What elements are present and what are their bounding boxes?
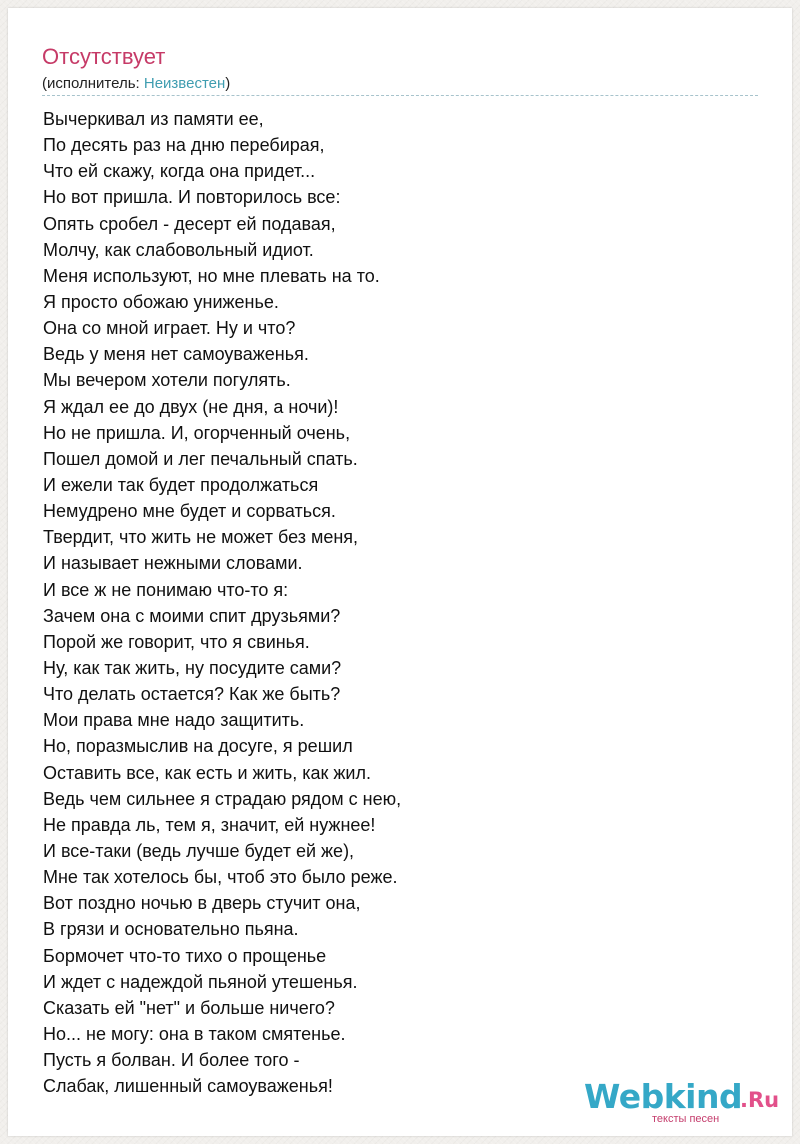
lyric-line: Твердит, что жить не может без меня,	[43, 527, 359, 548]
logo-tagline: тексты песен	[652, 1113, 720, 1125]
lyric-line: По десять раз на дню перебирая,	[43, 135, 325, 156]
lyric-line: Но... не могу: она в таком смятенье.	[43, 1023, 346, 1044]
lyric-line: Я просто обожаю униженье.	[43, 291, 279, 312]
lyric-line: Немудрено мне будет и сорваться.	[43, 501, 336, 522]
lyric-line: Ведь чем сильнее я страдаю рядом с нею,	[43, 788, 402, 809]
lyric-line: Меня используют, но мне плевать на то.	[43, 265, 380, 286]
lyric-line: Ну, как так жить, ну посудите сами?	[43, 657, 342, 678]
lyric-line: Что делать остается? Как же быть?	[43, 684, 341, 705]
lyric-line: Слабак, лишенный самоуваженья!	[43, 1076, 333, 1097]
dashed-divider	[42, 95, 758, 96]
lyric-line: И называет нежными словами.	[43, 553, 303, 574]
lyric-line: Я ждал ее до двух (не дня, а ночи)!	[43, 396, 339, 417]
lyric-line: Порой же говорит, что я свинья.	[43, 631, 310, 652]
lyric-line: Опять сробел - десерт ей подавая,	[43, 213, 336, 234]
lyric-line: Вот поздно ночью в дверь стучит она,	[43, 893, 361, 914]
lyrics-text	[43, 106, 743, 1099]
lyric-line: Мне так хотелось бы, чтоб это было реже.	[43, 867, 398, 888]
lyric-line: Зачем она с моими спит друзьями?	[43, 605, 341, 626]
lyric-line: В грязи и основательно пьяна.	[43, 919, 299, 940]
lyric-line: Пошел домой и лег печальный спать.	[43, 448, 358, 469]
performer-line	[42, 74, 230, 94]
lyric-line: Сказать ей "нет" и больше ничего?	[43, 997, 335, 1018]
lyric-line: Она со мной играет. Ну и что?	[43, 318, 296, 339]
logo-name: Webkind	[584, 1077, 743, 1116]
lyrics-page	[8, 8, 792, 1136]
performer-suffix: )	[225, 75, 231, 92]
lyric-line: Но вот пришла. И повторилось все:	[43, 187, 341, 208]
lyric-line: И ежели так будет продолжаться	[43, 474, 319, 495]
lyric-line: Не правда ль, тем я, значит, ей нужнее!	[43, 814, 376, 835]
lyric-line: Мы вечером хотели погулять.	[43, 370, 291, 391]
lyric-line: И все ж не понимаю что-то я:	[43, 579, 289, 600]
lyric-line: Что ей скажу, когда она придет...	[43, 161, 316, 182]
lyric-line: Но не пришла. И, огорченный очень,	[43, 422, 351, 443]
lyric-line: Ведь у меня нет самоуваженья.	[43, 344, 309, 365]
lyric-line: Пусть я болван. И более того -	[43, 1050, 300, 1071]
lyric-line: Вычеркивал из памяти ее,	[43, 109, 264, 129]
lyric-line: Но, поразмыслив на досуге, я решил	[43, 736, 353, 757]
logo-tld: .Ru	[740, 1088, 780, 1112]
song-title: Отсутствует	[42, 44, 166, 69]
artist-link[interactable]: Неизвестен	[143, 75, 226, 92]
lyric-line: Молчу, как слабовольный идиот.	[43, 239, 314, 260]
webkind-logo[interactable]	[584, 1077, 784, 1127]
lyric-line: И ждет с надеждой пьяной утешенья.	[43, 971, 358, 992]
lyric-line: Бормочет что-то тихо о прощенье	[43, 945, 327, 966]
lyric-line: Мои права мне надо защитить.	[43, 710, 305, 731]
lyric-line: И все-таки (ведь лучше будет ей же),	[43, 840, 355, 861]
performer-prefix: (исполнитель:	[42, 75, 144, 92]
lyric-line: Оставить все, как есть и жить, как жил.	[43, 762, 371, 783]
